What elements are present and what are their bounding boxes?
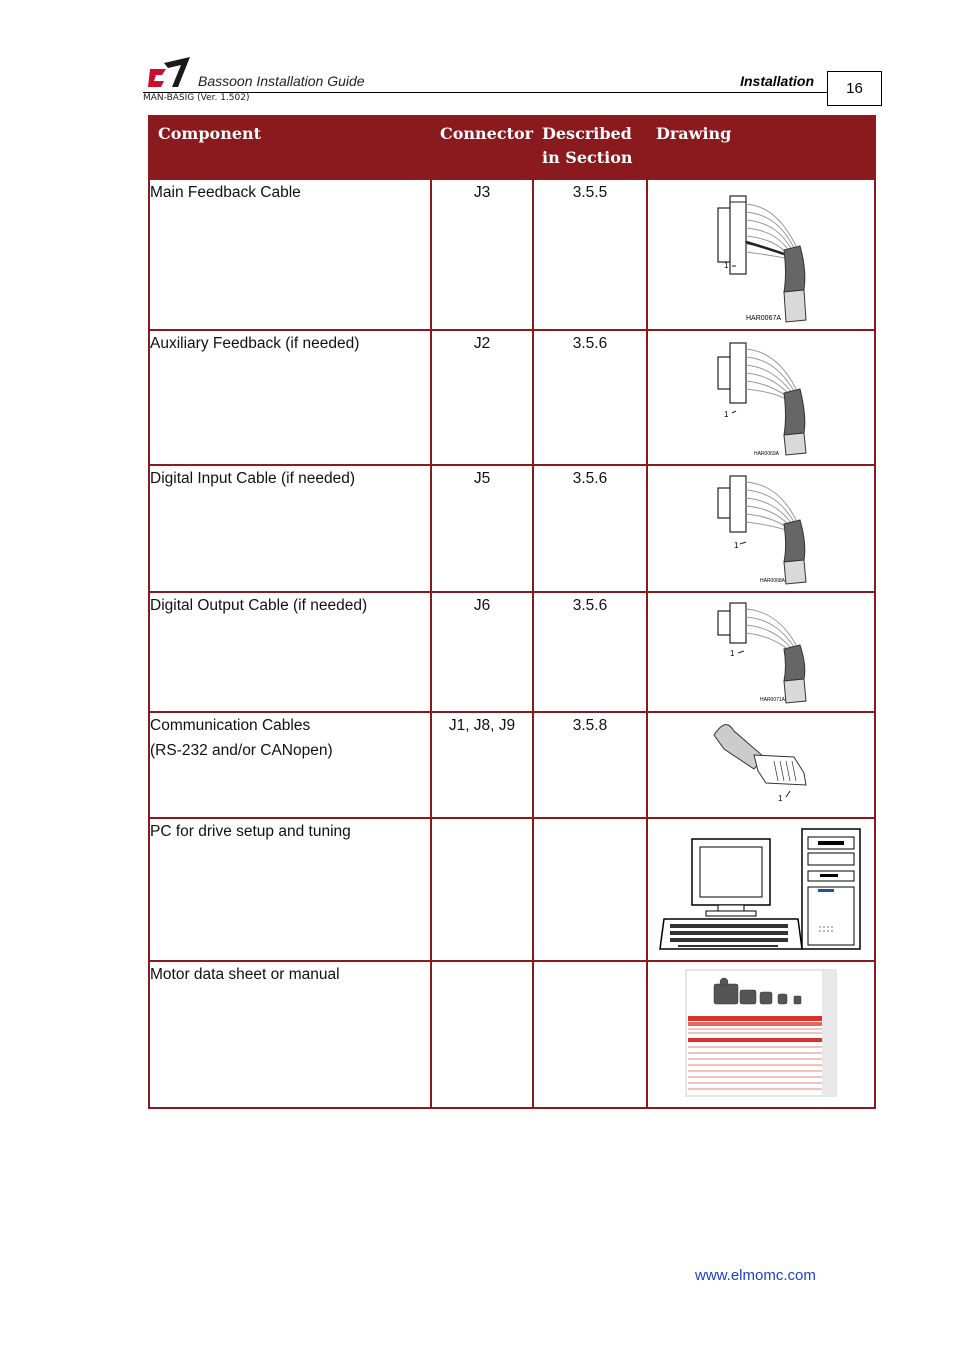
component-text: Communication Cables (150, 717, 311, 734)
table-row (149, 179, 875, 330)
connector-cell: J1, J8, J9 (431, 712, 533, 818)
section-ref-cell: 3.5.5 (533, 179, 647, 330)
drawing-label: HAR0071A (760, 697, 786, 703)
rj-cable-icon (648, 713, 874, 815)
components-table (148, 115, 876, 1109)
pin-one-marker: 1 (734, 541, 739, 550)
table-row (149, 961, 875, 1108)
component-text: Digital Output Cable (if needed) (150, 597, 368, 614)
page-number (827, 71, 882, 106)
component-cell (149, 330, 431, 465)
component-text: PC for drive setup and tuning (150, 823, 351, 840)
cable-harness-icon (648, 331, 874, 462)
table-row (149, 712, 875, 818)
section-ref-cell: 3.5.6 (533, 592, 647, 712)
drawing-cell (647, 818, 875, 961)
section-ref-cell (533, 818, 647, 961)
column-header-section: Described in Section (533, 116, 647, 179)
component-cell (149, 961, 431, 1108)
page-number-text: 16 (846, 80, 863, 97)
pin-one-marker: 1 (724, 261, 729, 270)
drawing-label: HAR0067A (746, 315, 782, 322)
motor-datasheet-icon (648, 962, 874, 1105)
table-row (149, 330, 875, 465)
connector-cell: J3 (431, 179, 533, 330)
column-header-component: Component (149, 116, 431, 179)
connector-cell (431, 961, 533, 1108)
component-text: Main Feedback Cable (150, 184, 301, 201)
cable-harness-icon (648, 180, 874, 327)
pin-one-marker: 1 (730, 649, 735, 658)
section-ref-cell: 3.5.6 (533, 330, 647, 465)
component-cell (149, 818, 431, 961)
component-text: Auxiliary Feedback (if needed) (150, 335, 360, 352)
connector-cell: J5 (431, 465, 533, 592)
column-header-drawing: Drawing (647, 116, 875, 179)
drawing-cell (647, 465, 875, 592)
component-cell (149, 179, 431, 330)
table-row (149, 592, 875, 712)
component-cell (149, 712, 431, 818)
drawing-label: HAR0069A (754, 451, 780, 457)
section-name: Installation (740, 73, 814, 89)
drawing-cell (647, 592, 875, 712)
connector-cell: J6 (431, 592, 533, 712)
section-ref-cell: 3.5.8 (533, 712, 647, 818)
pin-one-marker: 1 (724, 410, 729, 419)
connector-cell (431, 818, 533, 961)
document-title: Bassoon Installation Guide (198, 73, 365, 89)
connector-cell: J2 (431, 330, 533, 465)
section-ref-cell (533, 961, 647, 1108)
footer-website-link[interactable]: www.elmomc.com (695, 1267, 816, 1284)
column-header-connector: Connector (431, 116, 533, 179)
drawing-label: HAR0068A (760, 578, 786, 584)
component-cell (149, 465, 431, 592)
section-ref-cell: 3.5.6 (533, 465, 647, 592)
component-cell (149, 592, 431, 712)
drawing-cell (647, 712, 875, 818)
drawing-cell (647, 961, 875, 1108)
document-code: MAN-BASIG (Ver. 1.502) (143, 93, 250, 103)
table-row (149, 818, 875, 961)
component-text-secondary: (RS-232 and/or CANopen) (150, 742, 333, 759)
table-header-row (149, 116, 875, 179)
component-text: Motor data sheet or manual (150, 966, 340, 983)
elmo-logo (148, 57, 190, 87)
pc-icon (648, 819, 874, 958)
drawing-cell (647, 330, 875, 465)
component-text: Digital Input Cable (if needed) (150, 470, 356, 487)
pin-one-marker: 1 (778, 794, 783, 803)
cable-harness-icon (648, 593, 874, 709)
drawing-cell (647, 179, 875, 330)
cable-harness-icon (648, 466, 874, 589)
table-row (149, 465, 875, 592)
